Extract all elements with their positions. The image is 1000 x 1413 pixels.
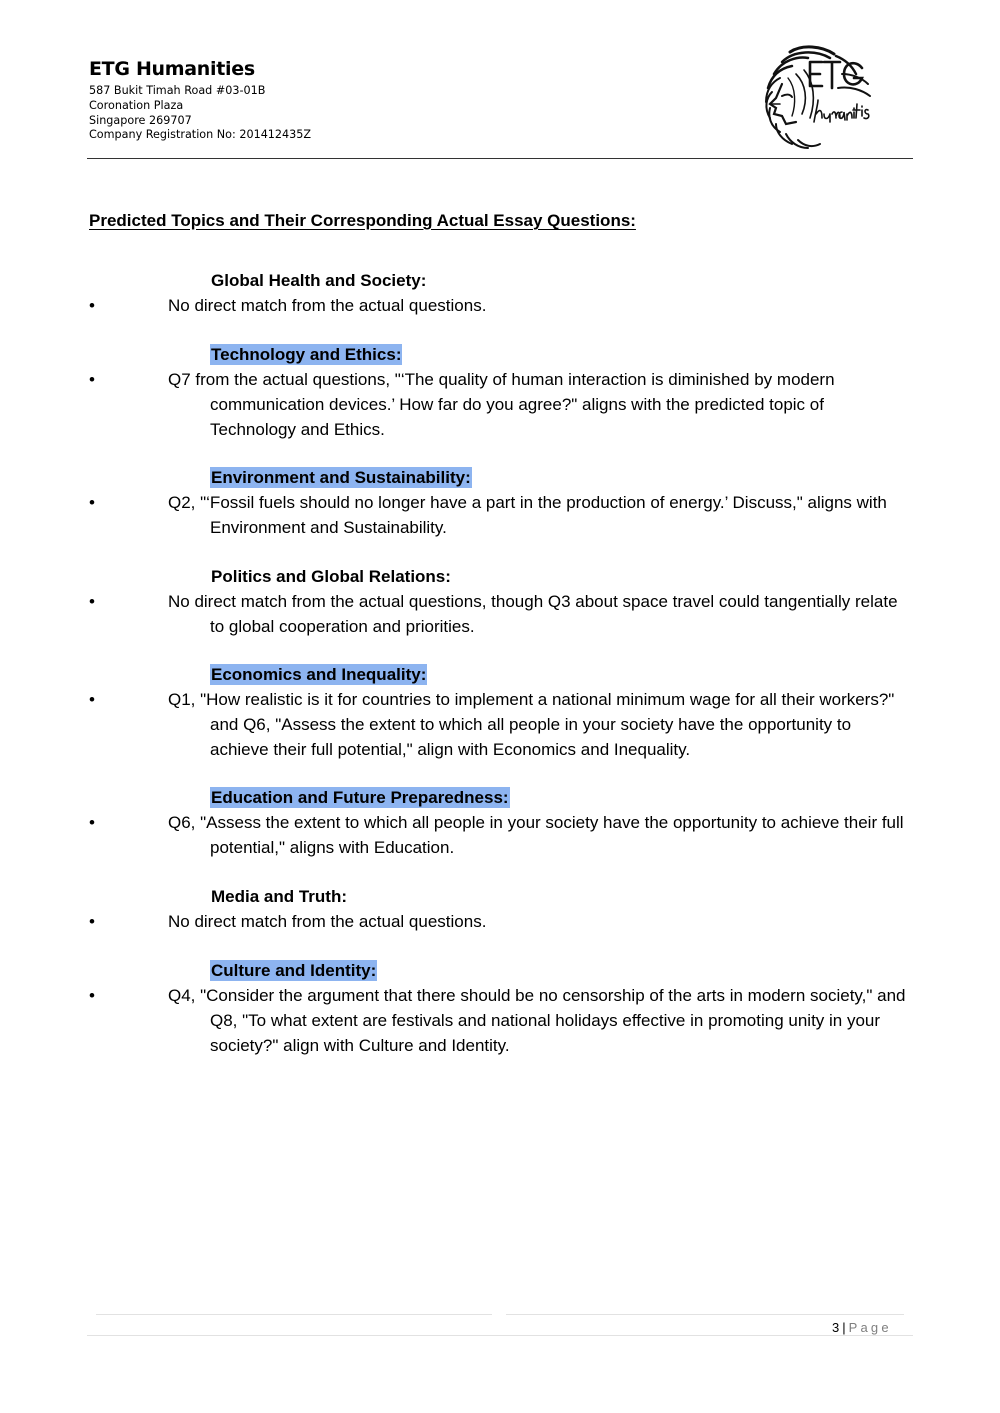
footer-divider-bottom [87, 1335, 913, 1336]
address-line-city: Singapore 269707 [89, 113, 192, 127]
page-number: 3 [832, 1320, 840, 1335]
address-line-registration: Company Registration No: 201412435Z [89, 128, 312, 142]
topic-answer: Q4, "Consider the argument that there should be no censorship of the arts in modern society," and Q8, "To what extent are festivals and national holidays effective in promoting unity in your society?" align with Culture and Identity. [168, 986, 906, 1055]
page-word: Page [848, 1320, 892, 1335]
company-name: ETG Humanities [89, 58, 255, 80]
topic-answer: Q1, "How realistic is it for countries to implement a national minimum wage for all their workers?" and Q6, "Assess the extent to which all people in your society have the opportunity to achieve their full potential," align with Economics and Inequality. [168, 690, 895, 759]
bullet-marker: • [89, 592, 95, 611]
topic-title: Politics and Global Relations: [211, 567, 451, 586]
address-line-building: Coronation Plaza [89, 98, 184, 112]
document-heading: Predicted Topics and Their Corresponding Actual Essay Questions: [89, 211, 636, 230]
topic-answer: No direct match from the actual questions, though Q3 about space travel could tangentially relate to global cooperation and priorities. [168, 592, 898, 636]
page-separator: | [842, 1320, 846, 1335]
bullet-marker: • [89, 493, 95, 512]
topic-title: Media and Truth: [211, 887, 347, 906]
footer-divider-right [506, 1314, 904, 1315]
company-address [89, 84, 311, 143]
topic-title: Environment and Sustainability: [211, 468, 471, 487]
topic-answer: Q7 from the actual questions, "‘The quality of human interaction is diminished by modern communication devices.’ How far do you agree?" aligns with the predicted topic of Technology and Ethics. [168, 370, 835, 439]
page-number-footer [832, 1320, 892, 1335]
footer-divider-left [96, 1314, 492, 1315]
bullet-marker: • [89, 912, 95, 931]
bullet-marker: • [89, 813, 95, 832]
address-line-street: 587 Bukit Timah Road #03-01B [89, 84, 266, 97]
etg-lion-logo-icon [752, 44, 882, 152]
topic-answer: No direct match from the actual questions. [168, 296, 487, 315]
bullet-marker: • [89, 296, 95, 315]
topic-title: Global Health and Society: [211, 271, 427, 290]
topic-title: Education and Future Preparedness: [211, 788, 509, 807]
bullet-marker: • [89, 690, 95, 709]
topic-answer: No direct match from the actual questions. [168, 912, 487, 931]
topic-answer: Q6, "Assess the extent to which all people in your society have the opportunity to achieve their full potential," aligns with Education. [168, 813, 904, 857]
bullet-marker: • [89, 370, 95, 389]
topic-answer: Q2, "‘Fossil fuels should no longer have a part in the production of energy.’ Discuss," aligns with Environment and Sustainability. [168, 493, 887, 537]
bullet-marker: • [89, 986, 95, 1005]
topic-title: Economics and Inequality: [211, 665, 427, 684]
topic-title: Culture and Identity: [211, 961, 377, 980]
topic-title: Technology and Ethics: [211, 345, 402, 364]
header-divider [87, 158, 913, 159]
